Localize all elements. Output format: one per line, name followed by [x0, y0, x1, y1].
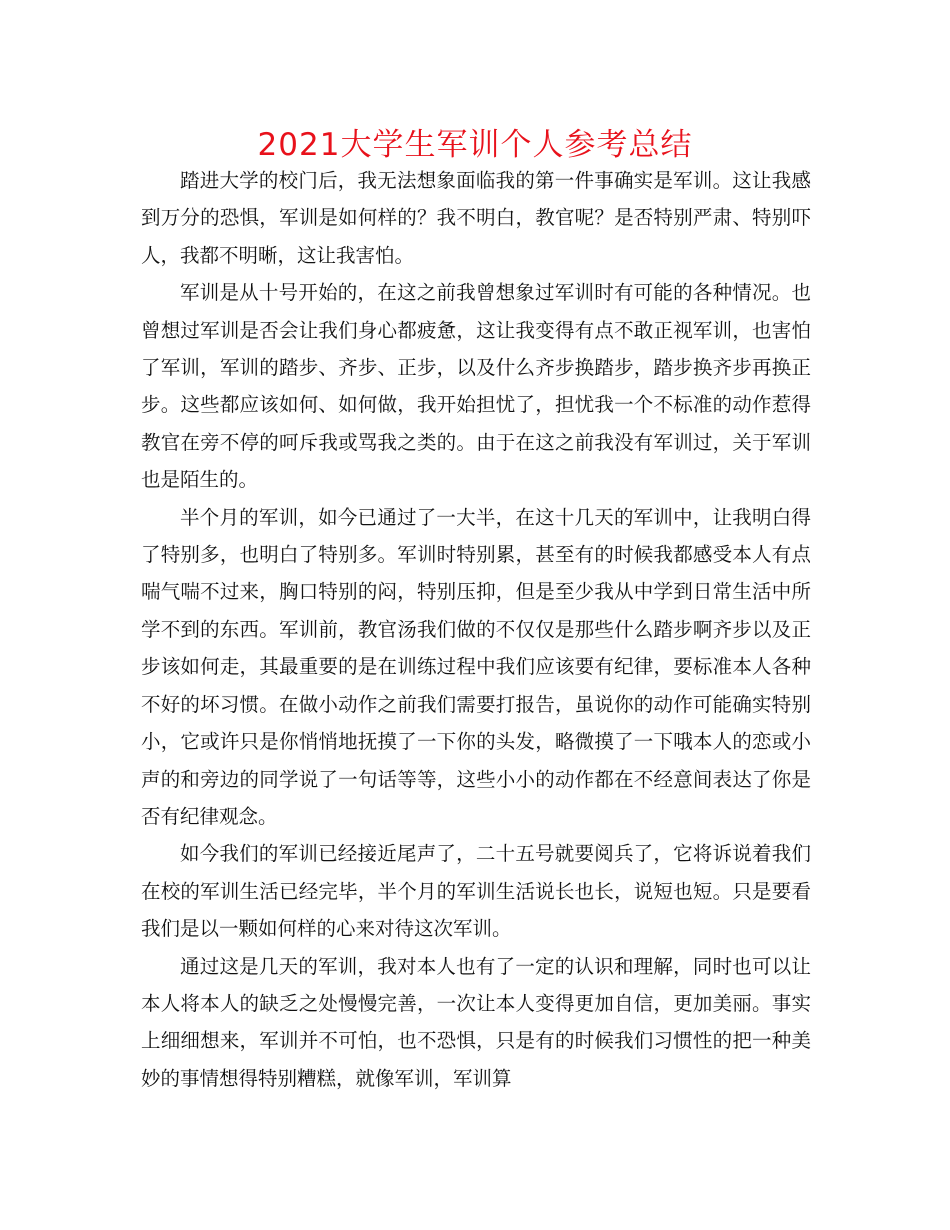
paragraph-4: 如今我们的军训已经接近尾声了，二十五号就要阅兵了，它将诉说着我们在校的军训生活已经完毕，半个月的军训生活说长也长，说短也短。只是要看我们是以一颗如何样的心来对待这次军训。 [141, 842, 811, 941]
document-body [141, 162, 811, 1097]
paragraph-3: 半个月的军训，如今已通过了一大半，在这十几天的军训中，让我明白得了特别多，也明白了特别多。军训时特别累，甚至有的时候我都感受本人有点喘气喘不过来，胸口特别的闷，特别压抑，但是至少我从中学到日常生活中所学不到的东西。军训前，教官汤我们做的不仅仅是那些什么踏步啊齐步以及正步该如何走，其最重要的是在训练过程中我们应该要有纪律，要标准本人各种不好的坏习惯。在做小动作之前我们需要打报告，虽说你的动作可能确实特别小，它或许只是你悄悄地抚摸了一下你的头发，略微摸了一下哦本人的恋或小声的和旁边的同学说了一句话等等，这些小小的动作都在不经意间表达了你是否有纪律观念。 [141, 505, 811, 828]
paragraph-1: 踏进大学的校门后，我无法想象面临我的第一件事确实是军训。这让我感到万分的恐惧，军训是如何样的？我不明白，教官呢？是否特别严肃、特别吓人，我都不明晰，这让我害怕。 [141, 169, 811, 267]
paragraph-5: 通过这是几天的军训，我对本人也有了一定的认识和理解，同时也可以让本人将本人的缺乏之处慢慢完善，一次让本人变得更加自信，更加美丽。事实上细细想来，军训并不可怕，也不恐惧，只是有的时候我们习惯性的把一种美妙的事情想得特别糟糕，就像军训，军训算 [141, 954, 811, 1090]
document-title: 2021大学生军训个人参考总结 [257, 127, 693, 163]
paragraph-2: 军训是从十号开始的，在这之前我曾想象过军训时有可能的各种情况。也曾想过军训是否会让我们身心都疲惫，这让我变得有点不敢正视军训，也害怕了军训，军训的踏步、齐步、正步，以及什么齐步换踏步，踏步换齐步再换正步。这些都应该如何、如何做，我开始担忧了，担忧我一个不标准的动作惹得教官在旁不停的呵斥我或骂我之类的。由于在这之前我没有军训过，关于军训也是陌生的。 [141, 281, 811, 492]
